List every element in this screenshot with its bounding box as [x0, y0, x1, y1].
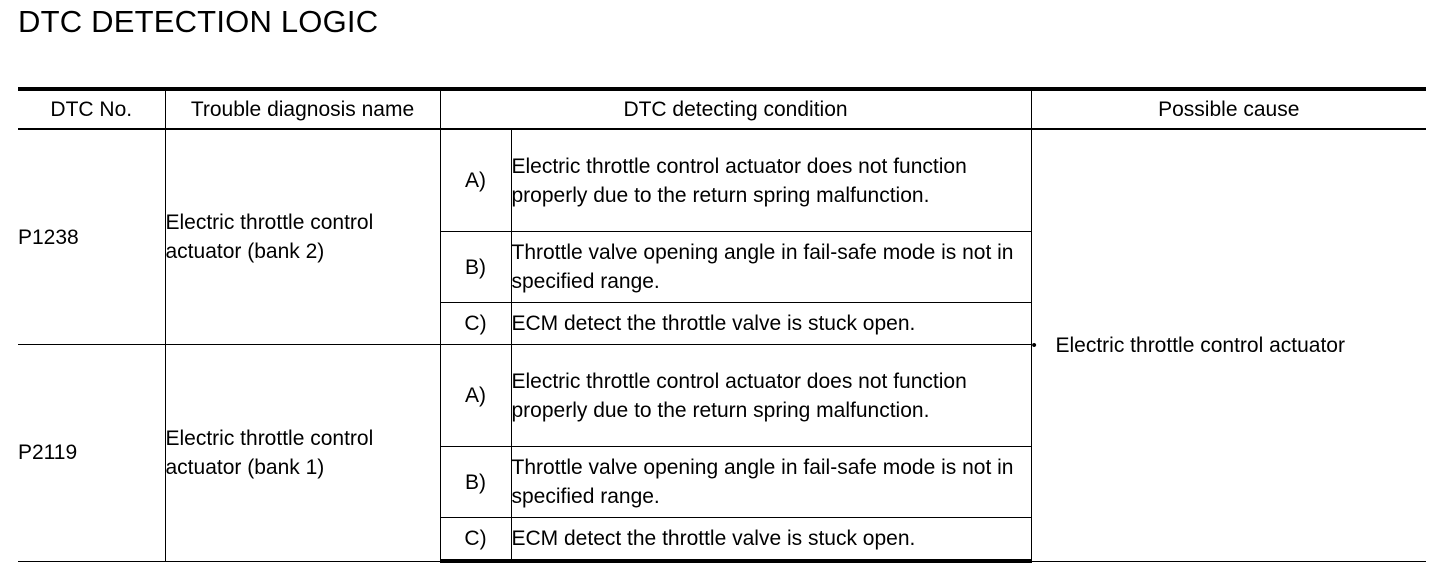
- condition-letter: A): [440, 345, 511, 447]
- bullet-icon: •: [1031, 336, 1037, 354]
- condition-text: Electric throttle control actuator does not function properly due to the return spring malfunction.: [511, 129, 1031, 232]
- possible-cause-cell: [1031, 129, 1426, 561]
- condition-text: Throttle valve opening angle in fail-safe mode is not in specified range.: [511, 232, 1031, 303]
- header-dtc-detecting-condition: DTC detecting condition: [440, 89, 1031, 129]
- dtc-code: P1238: [18, 129, 165, 345]
- trouble-diagnosis-name: Electric throttle control actuator (bank 2): [165, 129, 440, 345]
- header-trouble-diagnosis-name: Trouble diagnosis name: [165, 89, 440, 129]
- condition-letter: B): [440, 447, 511, 518]
- condition-letter: A): [440, 129, 511, 232]
- table-header-row: [18, 89, 1426, 129]
- trouble-diagnosis-name: Electric throttle control actuator (bank 1): [165, 345, 440, 562]
- condition-letter: C): [440, 518, 511, 562]
- dtc-code: P2119: [18, 345, 165, 562]
- dtc-detection-table: [18, 87, 1426, 563]
- condition-text: Throttle valve opening angle in fail-safe mode is not in specified range.: [511, 447, 1031, 518]
- table-row: [18, 129, 1426, 232]
- condition-letter: C): [440, 303, 511, 345]
- header-dtc-no: DTC No.: [18, 89, 165, 129]
- condition-text: ECM detect the throttle valve is stuck open.: [511, 518, 1031, 562]
- page-title: DTC DETECTION LOGIC: [18, 4, 379, 39]
- possible-cause-text: Electric throttle control actuator: [1055, 333, 1345, 357]
- condition-letter: B): [440, 232, 511, 303]
- condition-text: Electric throttle control actuator does not function properly due to the return spring malfunction.: [511, 345, 1031, 447]
- condition-text: ECM detect the throttle valve is stuck open.: [511, 303, 1031, 345]
- header-possible-cause: Possible cause: [1031, 89, 1426, 129]
